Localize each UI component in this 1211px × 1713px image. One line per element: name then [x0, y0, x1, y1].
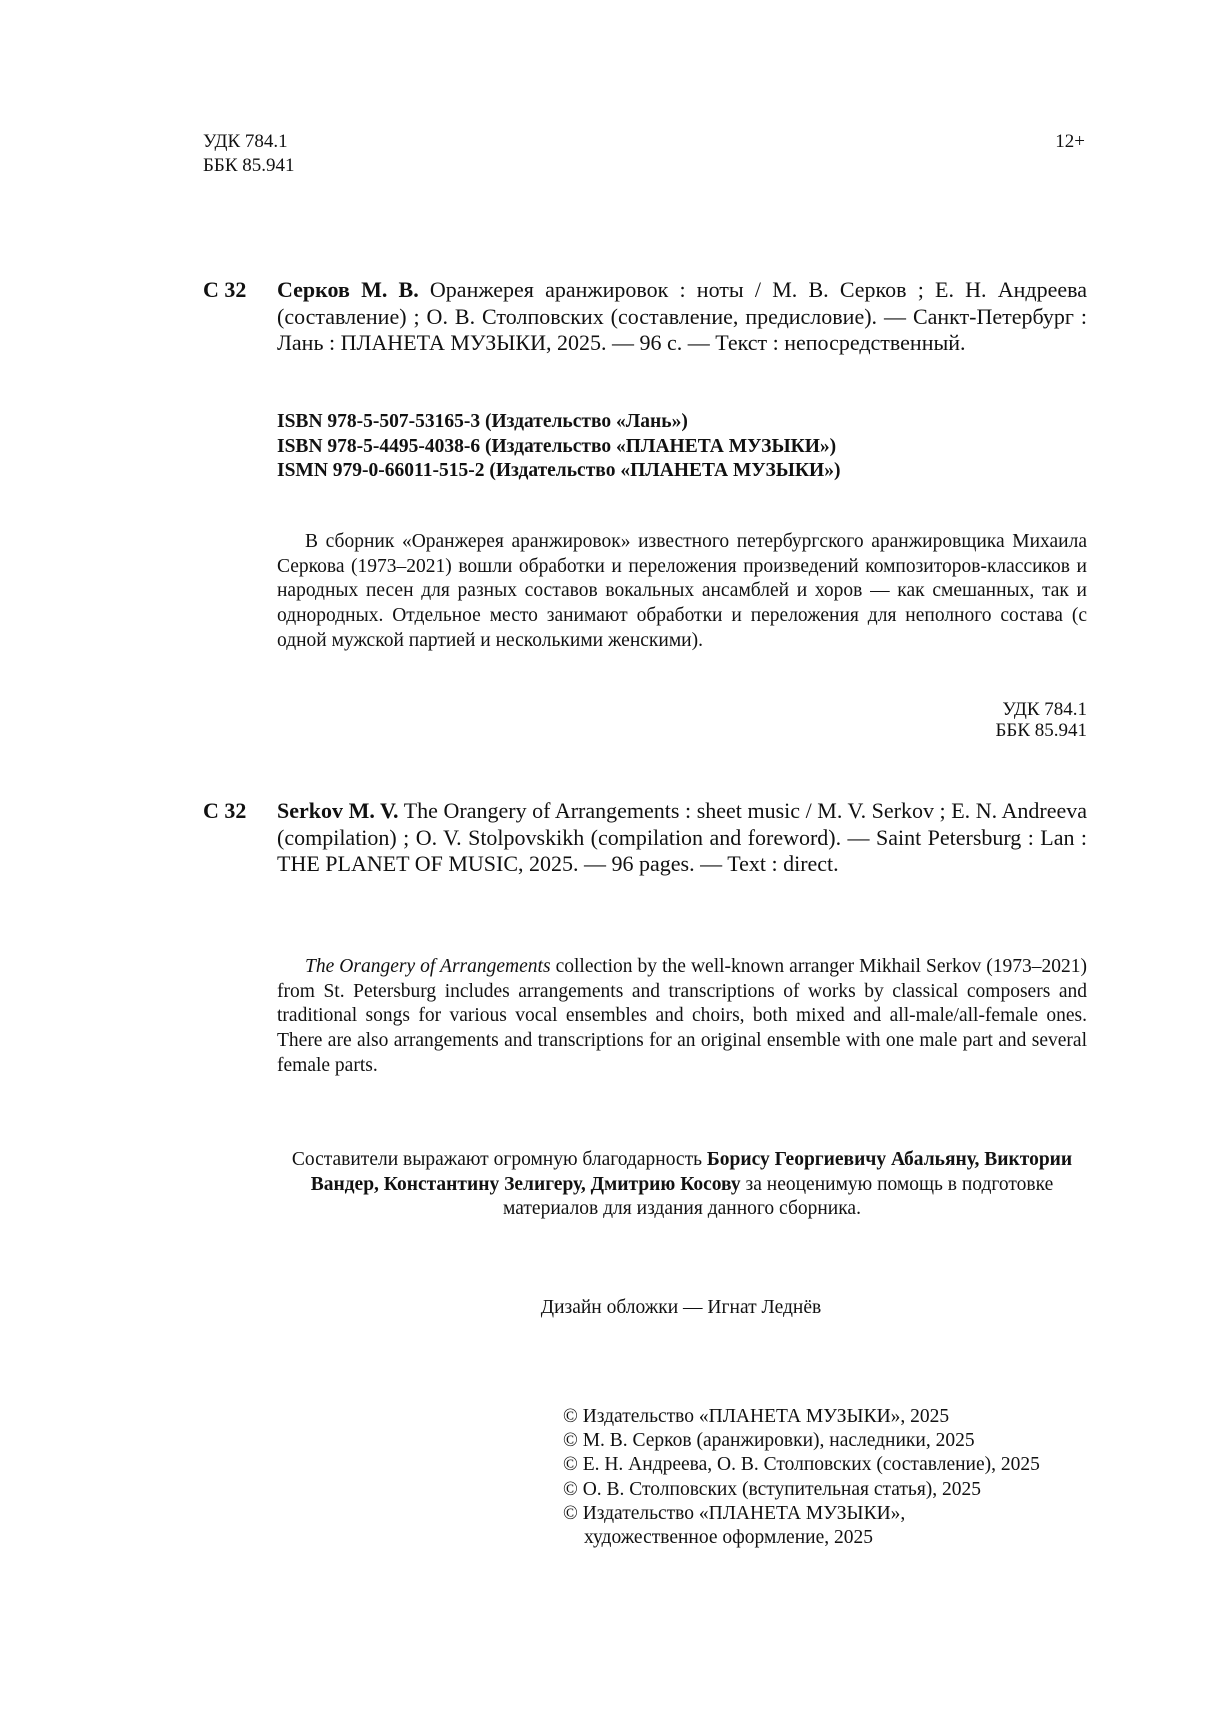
bbk-code: ББК 85.941 [203, 155, 295, 176]
udk-bbk-right [996, 699, 1088, 741]
bbk-code-right: ББК 85.941 [995, 720, 1087, 741]
copyright-line: © О. В. Столповских (вступительная статья), 2025 [563, 1478, 982, 1500]
ru-entry-text: Оранжерея аранжировок : ноты / М. В. Серков ; Е. Н. Андреева (составление) ; О. В. Столповских (составление, предисловие). — Санкт-Петербург : Лань : ПЛАНЕТА МУЗЫКИ, 2025. — 96 с. — Текст : непосредственный. [277, 277, 1087, 356]
age-rating: 12+ [1055, 131, 1085, 152]
udk-code-right: УДК 784.1 [1002, 699, 1087, 720]
copyright-line: © М. В. Серков (аранжировки), наследники, 2025 [563, 1430, 975, 1452]
en-abstract [277, 955, 1087, 1079]
en-author: Serkov M. V. [277, 798, 399, 823]
ru-author-code: С 32 [203, 277, 247, 302]
thanks-rest: за неоценимую помощь в подготовке материалов для издания данного сборника. [503, 1173, 1054, 1220]
cover-design-credit: Дизайн обложки — Игнат Леднёв [540, 1297, 822, 1318]
copyright-list [563, 1405, 1040, 1550]
en-abstract-text: collection by the well-known arranger Mikhail Serkov (1973–2021) from St. Petersburg includes arrangements and transcriptions of works by classical composers and traditional songs for various vocal ensembles and choirs, both mixed and all-male/all-female ones. There are also arrangements and transcriptions for an original ensemble with one male part and several female parts. [277, 956, 1088, 1076]
en-abstract-title: The Orangery of Arrangements [305, 956, 551, 977]
udk-bbk-top [203, 130, 295, 178]
copyright-line: © Е. Н. Андреева, О. В. Столповских (составление), 2025 [563, 1454, 1040, 1476]
isbn-list [277, 410, 840, 484]
thanks-names: Борису Георгиевичу Абальяну, Виктории Вандер, Константину Зелигеру, Дмитрию Косову [310, 1149, 1073, 1195]
thanks-intro: Составители выражают огромную благодарность [291, 1149, 707, 1170]
copyright-line: художественное оформление, 2025 [584, 1527, 873, 1549]
ismn-planet: ISMN 979-0-66011-515-2 (Издательство «ПЛАНЕТА МУЗЫКИ») [277, 460, 841, 481]
ru-author: Серков М. В. [277, 277, 419, 302]
isbn-lan: ISBN 978-5-507-53165-3 (Издательство «Лань») [277, 411, 688, 432]
copyright-line: © Издательство «ПЛАНЕТА МУЗЫКИ», 2025 [563, 1406, 950, 1427]
copyright-line: © Издательство «ПЛАНЕТА МУЗЫКИ», [563, 1502, 906, 1524]
ru-abstract: В сборник «Оранжерея аранжировок» известного петербургского аранжировщика Михаила Серкова (1973–2021) вошли обработки и переложения произведений композиторов-классиков и народных песен для разных составов вокальных ансамблей и хоров — как смешанных, так и однородных. Отдельное место занимают обработки и переложения для неполного состава (с одной мужской партией и несколькими женскими). [277, 531, 1087, 651]
en-author-code: С 32 [203, 798, 247, 823]
en-bibliographic-entry [277, 798, 1087, 878]
en-entry-text: The Orangery of Arrangements : sheet music / M. V. Serkov ; E. N. Andreeva (compilation) ; O. V. Stolpovskikh (compilation and foreword). — Saint Petersburg : Lan : THE PLANET OF MUSIC, 2025. — 96 pages. — Text : direct. [277, 798, 1087, 877]
ru-bibliographic-entry [277, 277, 1087, 357]
acknowledgements [277, 1148, 1087, 1222]
isbn-planet: ISBN 978-5-4495-4038-6 (Издательство «ПЛАНЕТА МУЗЫКИ») [277, 435, 837, 457]
udk-code: УДК 784.1 [203, 131, 288, 152]
